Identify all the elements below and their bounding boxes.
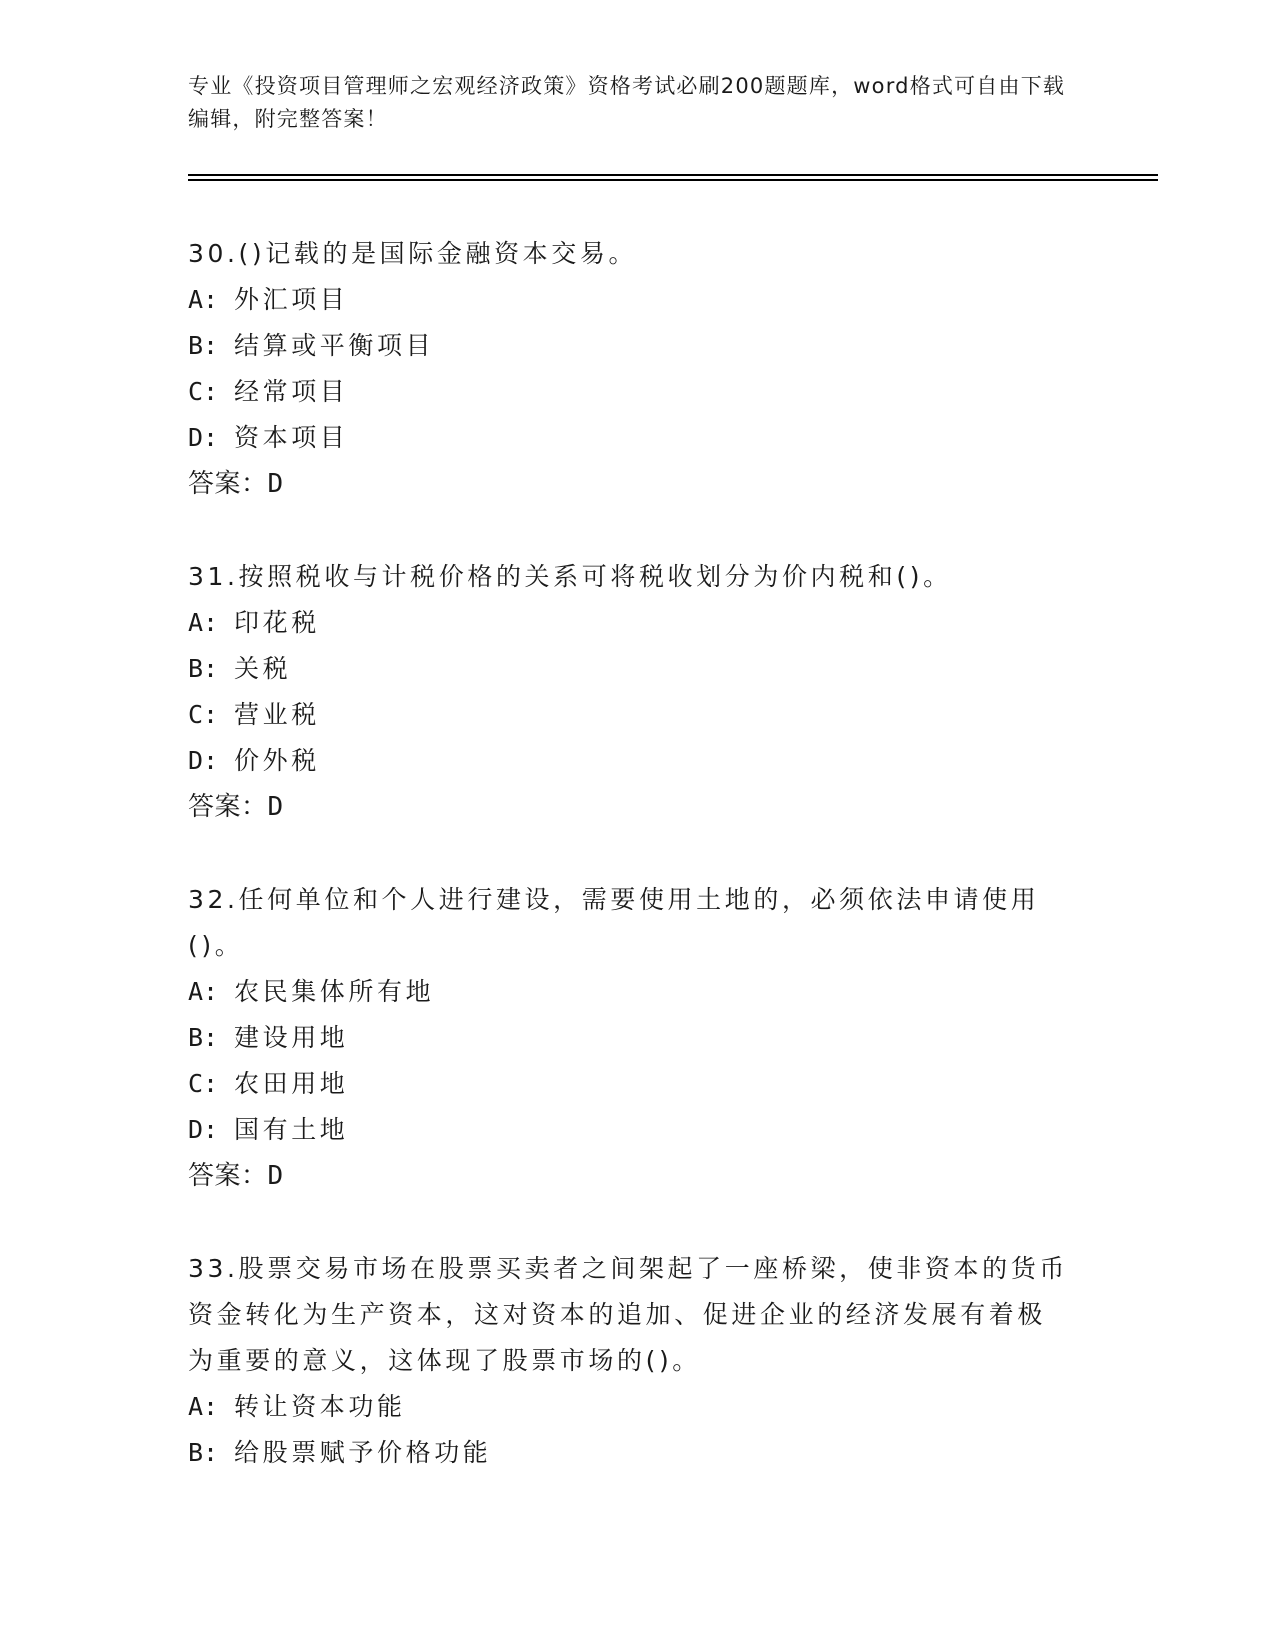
- question-stem: 32.任何单位和个人进行建设，需要使用土地的，必须依法申请使用()。: [188, 885, 1040, 960]
- option-key: C:: [188, 377, 219, 406]
- answer-label: 答案：: [188, 469, 268, 499]
- option-text: 农田用地: [234, 1069, 349, 1098]
- option-c: [188, 692, 1158, 738]
- question-32: [188, 877, 1158, 1199]
- question-stem: 33.股票交易市场在股票买卖者之间架起了一座桥梁，使非资本的货币资金转化为生产资本，这对资本的追加、促进企业的经济发展有着极为重要的意义，这体现了股票市场的()。: [188, 1254, 1068, 1375]
- option-key: D:: [188, 746, 219, 775]
- answer-value: D: [267, 1161, 284, 1191]
- divider-line: [188, 174, 1158, 176]
- option-key: C:: [188, 700, 219, 729]
- option-text: 转让资本功能: [234, 1392, 406, 1421]
- option-text: 结算或平衡项目: [234, 331, 435, 360]
- question-stem: 30.()记载的是国际金融资本交易。: [188, 239, 638, 268]
- option-key: A:: [188, 285, 219, 314]
- option-d: [188, 1107, 1158, 1153]
- divider-line: [188, 179, 1158, 181]
- question-30: [188, 231, 1158, 507]
- option-key: A:: [188, 1392, 219, 1421]
- answer-label: 答案：: [188, 792, 268, 822]
- option-b: [188, 1430, 1158, 1476]
- option-c: [188, 369, 1158, 415]
- option-text: 农民集体所有地: [234, 977, 435, 1006]
- option-d: [188, 415, 1158, 461]
- option-text: 经常项目: [234, 377, 349, 406]
- option-text: 资本项目: [234, 423, 349, 452]
- answer-value: D: [267, 792, 284, 822]
- option-b: [188, 323, 1158, 369]
- option-text: 营业税: [234, 700, 320, 729]
- question-list: [188, 231, 1158, 1476]
- option-key: A:: [188, 977, 219, 1006]
- option-text: 建设用地: [234, 1023, 349, 1052]
- option-a: [188, 600, 1158, 646]
- option-key: D:: [188, 1115, 219, 1144]
- option-key: B:: [188, 654, 219, 683]
- document-page: [188, 70, 1158, 1523]
- option-key: A:: [188, 608, 219, 637]
- option-key: C:: [188, 1069, 219, 1098]
- option-key: B:: [188, 331, 219, 360]
- answer-line: [188, 784, 1158, 830]
- header-divider: [188, 174, 1158, 181]
- option-key: B:: [188, 1023, 219, 1052]
- answer-value: D: [267, 469, 284, 499]
- option-a: [188, 969, 1158, 1015]
- option-text: 国有土地: [234, 1115, 349, 1144]
- option-text: 关税: [234, 654, 292, 683]
- option-a: [188, 1384, 1158, 1430]
- question-31: [188, 554, 1158, 830]
- option-text: 价外税: [234, 746, 320, 775]
- document-title: 专业《投资项目管理师之宏观经济政策》资格考试必刷200题题库，word格式可自由下载编辑，附完整答案！: [188, 74, 1066, 131]
- option-key: D:: [188, 423, 219, 452]
- option-b: [188, 646, 1158, 692]
- option-text: 印花税: [234, 608, 320, 637]
- option-text: 外汇项目: [234, 285, 349, 314]
- answer-label: 答案：: [188, 1161, 268, 1191]
- option-c: [188, 1061, 1158, 1107]
- question-stem: 31.按照税收与计税价格的关系可将税收划分为价内税和()。: [188, 562, 952, 591]
- option-text: 给股票赋予价格功能: [234, 1438, 492, 1467]
- answer-line: [188, 461, 1158, 507]
- option-key: B:: [188, 1438, 219, 1467]
- question-33: [188, 1246, 1158, 1476]
- option-b: [188, 1015, 1158, 1061]
- option-d: [188, 738, 1158, 784]
- option-a: [188, 277, 1158, 323]
- answer-line: [188, 1153, 1158, 1199]
